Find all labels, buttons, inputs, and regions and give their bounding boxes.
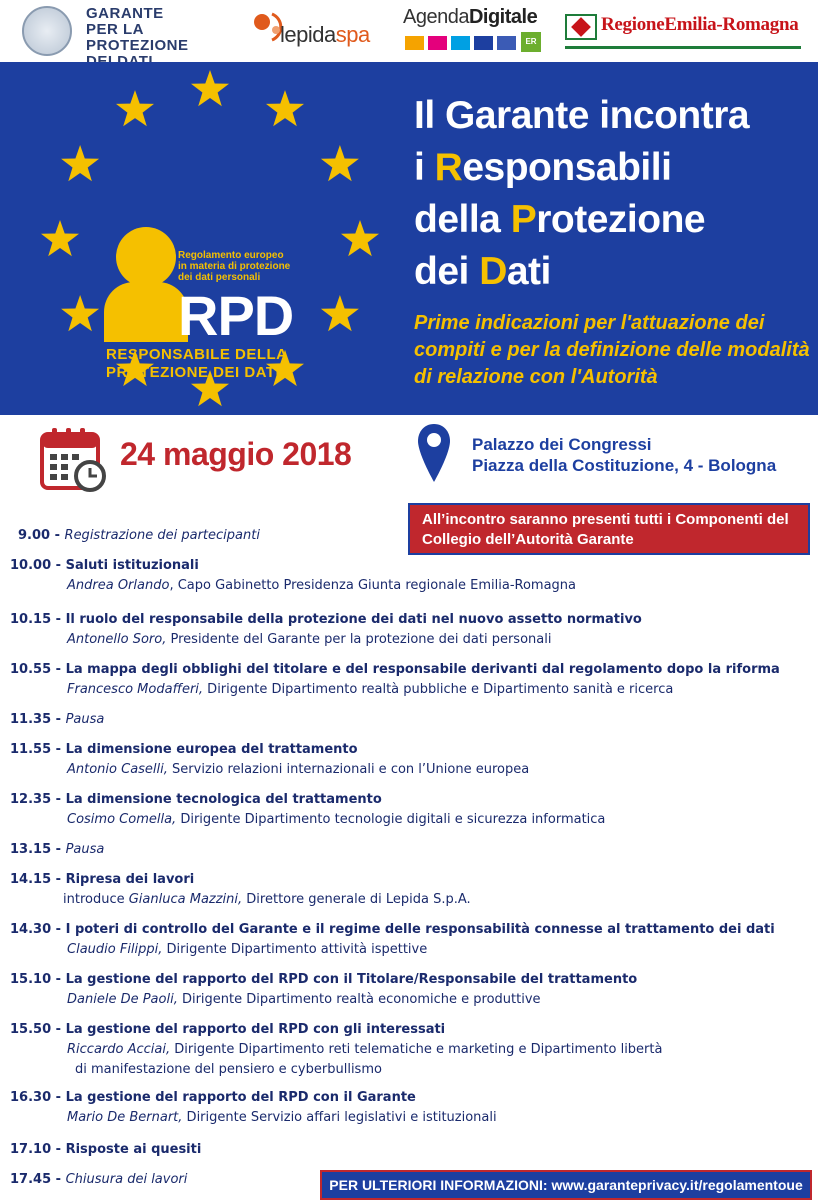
speaker-name: Cosimo Comella, <box>67 812 177 827</box>
speaker-name: Andrea Orlando <box>67 578 170 593</box>
schedule-title: La mappa degli obblighi del titolare e del responsabile derivanti dal regolamento dopo la riforma <box>65 662 780 677</box>
rpd-regulation-text: Regolamento europeo in materia di protezione dei dati personali <box>178 250 291 283</box>
schedule-title: Ripresa dei lavori <box>65 872 195 887</box>
schedule-item-heading: 11.35 - Pausa <box>10 712 105 727</box>
collegio-notice-box: All’incontro saranno presenti tutti i Componenti del Collegio dell’Autorità Garante <box>408 503 810 555</box>
venue-name: Palazzo dei Congressi <box>472 435 652 454</box>
schedule-item-heading: 13.15 - Pausa <box>10 842 105 857</box>
speaker-name: Antonello Soro, <box>67 632 167 647</box>
hero-banner <box>0 62 818 415</box>
schedule-title: Pausa <box>65 842 105 857</box>
agenda-digitale-logo <box>403 4 553 58</box>
schedule-time: 11.35 <box>10 712 52 727</box>
schedule-item-heading: 14.15 - Ripresa dei lavori <box>10 872 195 887</box>
schedule-item-heading: 9.00 - Registrazione dei partecipanti <box>18 528 260 543</box>
schedule-title: I poteri di controllo del Garante e il regime delle responsabilità connesse al trattamento dei dati <box>65 922 775 937</box>
agenda-er-badge: ER <box>521 32 541 52</box>
italian-emblem-icon <box>22 6 72 56</box>
regione-emilia-romagna-logo <box>565 4 805 58</box>
title-line-4: dei Dati <box>414 250 551 293</box>
speaker-role-continuation: di manifestazione del pensiero e cyberbullismo <box>75 1062 382 1077</box>
schedule-time: 10.55 <box>10 662 52 677</box>
eu-star-icon <box>41 220 79 256</box>
event-venue <box>472 434 776 476</box>
speaker-role: Direttore generale di Lepida S.p.A. <box>242 892 471 907</box>
title-line-1: Il Garante incontra <box>414 94 750 137</box>
regione-logo-text: RegioneEmilia-Romagna <box>601 14 799 35</box>
speaker-role: Dirigente Dipartimento realtà pubbliche e Dipartimento sanità e ricerca <box>203 682 674 697</box>
schedule-time: 10.00 <box>10 558 52 573</box>
lepida-logo-text: lepidaspa <box>280 22 370 47</box>
rpd-acronym: RPD <box>178 284 294 347</box>
schedule-item-heading: 12.35 - La dimensione tecnologica del trattamento <box>10 792 382 807</box>
schedule-title: La gestione del rapporto del RPD con il Garante <box>65 1090 416 1105</box>
more-info-footer[interactable]: PER ULTERIORI INFORMAZIONI: www.garanteprivacy.it/regolamentoue <box>320 1170 812 1200</box>
schedule-speaker-line <box>67 940 427 960</box>
speaker-name: Daniele De Paoli, <box>67 992 178 1007</box>
schedule-speaker-line <box>67 576 576 596</box>
schedule-speaker-line <box>63 890 471 910</box>
eu-star-icon <box>61 145 99 181</box>
garante-logo-text: GARANTE PER LA PROTEZIONE <box>86 5 189 54</box>
speaker-role: Dirigente Servizio affari legislativi e istituzionali <box>182 1110 497 1125</box>
speaker-name: Gianluca Mazzini, <box>128 892 243 907</box>
speaker-role: Servizio relazioni internazionali e con l’Unione europea <box>167 762 530 777</box>
speaker-role: Dirigente Dipartimento realtà economiche e produttive <box>177 992 541 1007</box>
schedule-item-heading: 10.00 - Saluti istituzionali <box>10 558 199 573</box>
schedule-time: 10.15 <box>10 612 52 627</box>
title-line-3: della Protezione <box>414 198 706 241</box>
speaker-role: , Capo Gabinetto Presidenza Giunta regionale Emilia-Romagna <box>169 578 577 593</box>
schedule-title: Risposte ai quesiti <box>65 1142 202 1157</box>
schedule-time: 16.30 <box>10 1090 52 1105</box>
location-pin-icon <box>416 422 452 484</box>
schedule-speaker-line <box>67 680 673 700</box>
rpd-person-body-icon <box>104 282 188 342</box>
schedule-time: 17.45 <box>10 1172 52 1187</box>
schedule-title: Il ruolo del responsabile della protezione dei dati nel nuovo assetto normativo <box>65 612 642 627</box>
speaker-name: Riccardo Acciai, <box>67 1042 171 1057</box>
speaker-role: Dirigente Dipartimento reti telematiche e marketing e Dipartimento libertà <box>170 1042 663 1057</box>
speaker-name: Mario De Bernart, <box>67 1110 183 1125</box>
agenda-color-squares <box>405 36 516 50</box>
schedule-title: La gestione del rapporto del RPD con il Titolare/Responsabile del trattamento <box>65 972 638 987</box>
schedule-title: Chiusura dei lavori <box>65 1172 188 1187</box>
event-date: 24 maggio 2018 <box>120 436 352 472</box>
schedule-time: 13.15 <box>10 842 52 857</box>
calendar-icon <box>40 426 108 492</box>
agenda-logo-text: AgendaDigitale <box>403 6 538 28</box>
speaker-role: Presidente del Garante per la protezione dei dati personali <box>166 632 552 647</box>
speaker-name: Francesco Modafferi, <box>67 682 204 697</box>
event-title <box>414 90 814 298</box>
schedule-item-heading: 10.15 - Il ruolo del responsabile della protezione dei dati nel nuovo assetto normativo <box>10 612 642 627</box>
schedule-time: 14.15 <box>10 872 52 887</box>
schedule-title: Registrazione dei partecipanti <box>64 528 260 543</box>
schedule-time: 15.50 <box>10 1022 52 1037</box>
regione-flag-icon <box>565 14 597 40</box>
intro-prefix: introduce <box>63 892 129 907</box>
speaker-role: Dirigente Dipartimento tecnologie digitali e sicurezza informatica <box>176 812 606 827</box>
schedule-item-heading: 10.55 - La mappa degli obblighi del titolare e del responsabile derivanti dal regolamento dopo la riforma <box>10 662 780 677</box>
schedule-speaker-line <box>67 810 605 830</box>
eu-star-icon <box>266 90 304 126</box>
rpd-full-name: RESPONSABILE DELLA PROTEZIONE DEI DATI <box>106 346 288 381</box>
schedule-item-heading: 16.30 - La gestione del rapporto del RPD con il Garante <box>10 1090 416 1105</box>
lepida-logo <box>250 4 390 58</box>
title-line-2: i Responsabili <box>414 146 672 189</box>
speaker-role: Dirigente Dipartimento attività ispettive <box>162 942 428 957</box>
eu-star-icon <box>61 295 99 331</box>
schedule-speaker-line <box>67 990 541 1010</box>
eu-star-icon <box>321 295 359 331</box>
eu-star-icon <box>321 145 359 181</box>
schedule-title: La gestione del rapporto del RPD con gli interessati <box>65 1022 446 1037</box>
schedule-time: 15.10 <box>10 972 52 987</box>
schedule-speaker-line <box>67 630 551 650</box>
partner-logos-bar <box>0 0 818 62</box>
schedule-time: 9.00 <box>18 528 51 543</box>
rpd-person-head-icon <box>116 227 176 287</box>
schedule-item-heading: 15.10 - La gestione del rapporto del RPD con il Titolare/Responsabile del trattamento <box>10 972 638 987</box>
schedule-speaker-line <box>67 760 529 780</box>
schedule-time: 17.10 <box>10 1142 52 1157</box>
schedule-speaker-line <box>67 1108 497 1128</box>
schedule-item-heading: 17.45 - Chiusura dei lavori <box>10 1172 188 1187</box>
garante-logo <box>22 4 237 58</box>
event-subtitle: Prime indicazioni per l'attuazione dei compiti e per la definizione delle modalità di relazione con l'Autorità <box>414 312 810 388</box>
eu-star-icon <box>191 70 229 106</box>
schedule-title: La dimensione tecnologica del trattamento <box>65 792 382 807</box>
schedule-item-heading: 17.10 - Risposte ai quesiti <box>10 1142 202 1157</box>
schedule-item-heading: 11.55 - La dimensione europea del trattamento <box>10 742 358 757</box>
schedule-title: Pausa <box>65 712 105 727</box>
speaker-name: Claudio Filippi, <box>67 942 163 957</box>
schedule-time: 14.30 <box>10 922 52 937</box>
venue-address: Piazza della Costituzione, 4 - Bologna <box>472 456 777 475</box>
eu-star-icon <box>116 90 154 126</box>
schedule-item-heading: 15.50 - La gestione del rapporto del RPD con gli interessati <box>10 1022 446 1037</box>
schedule-time: 12.35 <box>10 792 52 807</box>
regione-underline <box>565 46 801 49</box>
schedule-time: 11.55 <box>10 742 52 757</box>
schedule-speaker-line <box>67 1040 662 1060</box>
schedule-title: Saluti istituzionali <box>65 558 199 573</box>
speaker-name: Antonio Caselli, <box>67 762 168 777</box>
schedule-title: La dimensione europea del trattamento <box>65 742 358 757</box>
schedule-item-heading: 14.30 - I poteri di controllo del Garante e il regime delle responsabilità connesse al trattamento dei dati <box>10 922 775 937</box>
